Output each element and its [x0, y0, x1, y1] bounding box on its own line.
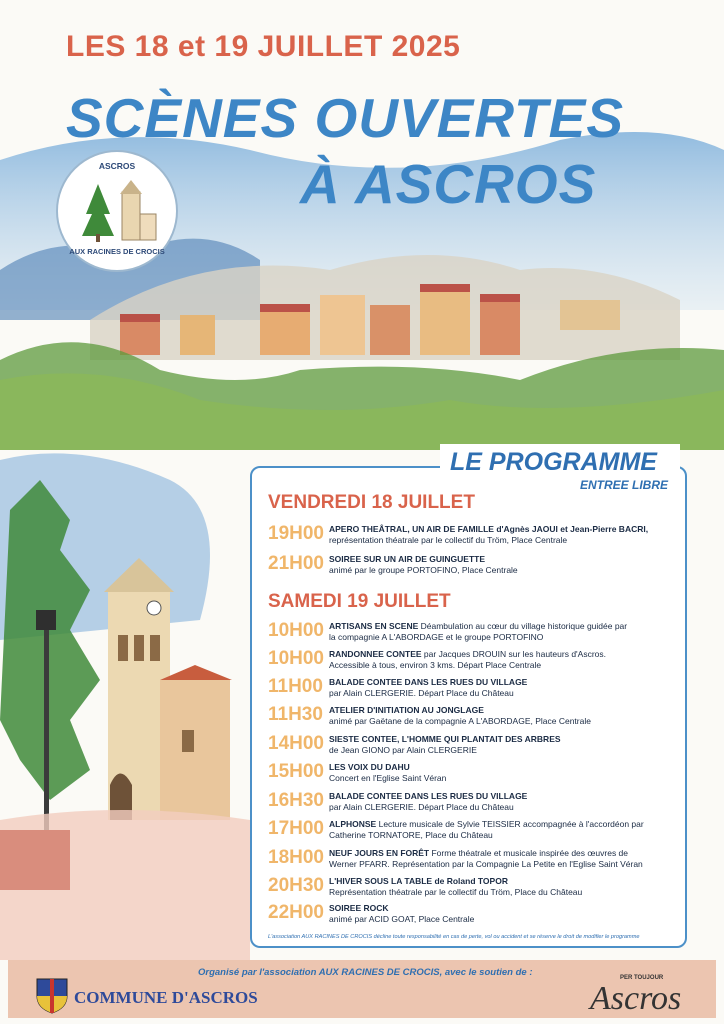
- logo-bottom-text: AUX RACINES DE CROCIS: [69, 247, 165, 256]
- event-time: 11H00: [268, 676, 323, 697]
- event-title: L'HIVER SOUS LA TABLE de Roland TOPOR: [329, 876, 508, 886]
- sponsor-logo-text: Ascros: [590, 980, 682, 1017]
- event-title-line2: À ASCROS: [300, 153, 597, 215]
- event-title: BALADE CONTEE DANS LES RUES DU VILLAGE: [329, 791, 528, 801]
- disclaimer: L'association AUX RACINES DE CROCIS décline toute responsabilité en cas de perte, vol ou accident et se réserve le droit de modifier le programme: [268, 934, 640, 940]
- event-detail: représentation théatrale par le collectif du Tröm, Place Centrale: [329, 535, 568, 545]
- event-description: par Jacques DROUIN sur les hauteurs d'Ascros.: [421, 649, 607, 659]
- event-detail: animé par Gaëtane de la compagnie A L'ABORDAGE, Place Centrale: [329, 716, 591, 726]
- event-title: LES VOIX DU DAHU: [329, 762, 410, 772]
- event-title: BALADE CONTEE DANS LES RUES DU VILLAGE: [329, 677, 528, 687]
- event-detail: de Jean GIONO par Alain CLERGERIE: [329, 745, 477, 755]
- event-detail: Catherine TORNATORE, Place du Château: [329, 830, 493, 840]
- logo-top-text: ASCROS: [98, 161, 136, 171]
- list-item: [268, 818, 680, 846]
- programme-title: LE PROGRAMME: [450, 448, 657, 476]
- list-item: [268, 847, 680, 875]
- commune-name: COMMUNE D'ASCROS: [74, 988, 258, 1007]
- event-time: 16H30: [268, 790, 324, 811]
- day-heading-friday: VENDREDI 18 JUILLET: [268, 492, 475, 513]
- event-title: SOIREE ROCK: [329, 903, 389, 913]
- event-dates: LES 18 et 19 JUILLET 2025: [66, 30, 461, 63]
- event-time: 20H30: [268, 875, 324, 896]
- event-title: SOIREE SUR UN AIR DE GUINGUETTE: [329, 554, 486, 564]
- list-item: [268, 553, 680, 581]
- event-detail: Accessible à tous, environ 3 kms. Départ Place Centrale: [329, 660, 542, 670]
- event-description: Forme théatrale et musicale inspirée des œuvres de: [429, 848, 629, 858]
- event-detail: Représentation théatrale par le collectif du Tröm, Place du Château: [329, 887, 583, 897]
- event-time: 10H00: [268, 620, 324, 641]
- event-detail: animé par ACID GOAT, Place Centrale: [329, 914, 475, 924]
- event-time: 10H00: [268, 648, 324, 669]
- church-tree-icon: [78, 174, 158, 244]
- coat-of-arms-icon: [36, 978, 68, 1014]
- list-item: [268, 902, 680, 930]
- list-item: [268, 620, 680, 648]
- association-logo: [56, 150, 178, 272]
- event-time: 22H00: [268, 902, 324, 923]
- event-time: 19H00: [268, 523, 324, 544]
- event-time: 11H30: [268, 704, 323, 725]
- list-item: [268, 648, 680, 676]
- event-detail: par Alain CLERGERIE. Départ Place du Château: [329, 802, 514, 812]
- event-detail: par Alain CLERGERIE. Départ Place du Château: [329, 688, 514, 698]
- list-item: [268, 523, 680, 551]
- event-title: APERO THEÂTRAL, UN AIR DE FAMILLE d'Agnès JAOUI et Jean-Pierre BACRI,: [329, 524, 649, 534]
- event-detail: Concert en l'Eglise Saint Véran: [329, 773, 447, 783]
- list-item: [268, 733, 680, 761]
- event-title-line1: SCÈNES OUVERTES: [66, 87, 625, 149]
- event-title: ALPHONSE: [329, 819, 377, 829]
- event-time: 15H00: [268, 761, 324, 782]
- programme-subtitle: ENTREE LIBRE: [580, 478, 669, 492]
- list-item: [268, 704, 680, 732]
- event-title: ARTISANS EN SCENE: [329, 621, 419, 631]
- list-item: [268, 761, 680, 789]
- event-title: SIESTE CONTEE, L'HOMME QUI PLANTAIT DES ARBRES: [329, 734, 561, 744]
- list-item: [268, 676, 680, 704]
- event-title: ATELIER D'INITIATION AU JONGLAGE: [329, 705, 484, 715]
- event-description: Lecture musicale de Sylvie TEISSIER accompagnée à l'accordéon par: [376, 819, 644, 829]
- event-time: 21H00: [268, 553, 324, 574]
- list-item: [268, 875, 680, 903]
- event-detail: la compagnie A L'ABORDAGE et le groupe PORTOFINO: [329, 632, 544, 642]
- event-time: 14H00: [268, 733, 324, 754]
- day-heading-saturday: SAMEDI 19 JUILLET: [268, 591, 451, 612]
- event-detail: Werner PFARR. Représentation par la Compagnie La Petite en l'Eglise Saint Véran: [329, 859, 643, 869]
- event-title: NEUF JOURS EN FORÊT: [329, 848, 430, 858]
- event-time: 17H00: [268, 818, 324, 839]
- bell-tower-illustration: [0, 440, 250, 960]
- event-detail: animé par le groupe PORTOFINO, Place Centrale: [329, 565, 518, 575]
- organiser-text: Organisé par l'association AUX RACINES DE CROCIS, avec le soutien de :: [198, 967, 533, 978]
- event-description: Déambulation au cœur du village historique guidée par: [418, 621, 628, 631]
- event-time: 18H00: [268, 847, 324, 868]
- list-item: [268, 790, 680, 818]
- event-title: RANDONNEE CONTEE: [329, 649, 422, 659]
- sponsor-tagline: PER TOUJOUR: [620, 975, 664, 981]
